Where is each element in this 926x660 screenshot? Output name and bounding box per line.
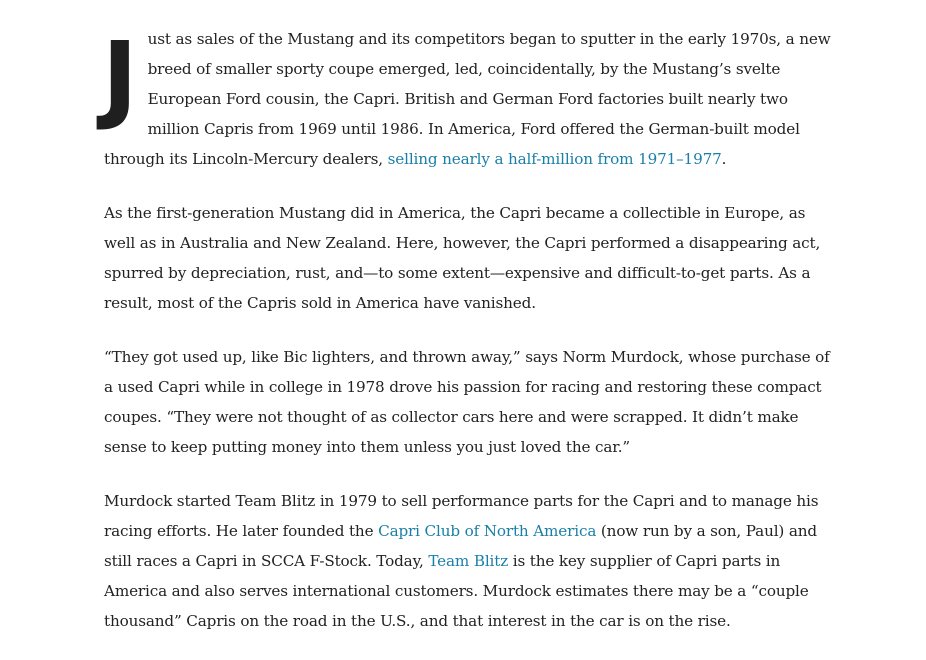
paragraph-1-text: ust as sales of the Mustang and its competitors began to sputter in the early 1970s, a new breed of smaller sporty coupe emerged, led, coincidentally, by the Mustang’s svelte European Ford cousin, the Capri. British and German Ford factories built nearly two million Capris from 1969 until 1986. In America, Ford offered the German-built model through its Lincoln-Mercury dealers, — [104, 30, 831, 168]
drop-cap: J — [102, 21, 138, 133]
paragraph-3 — [104, 342, 840, 462]
paragraph-4-text-1: Murdock started Team Blitz in 1979 to sell performance parts for the Capri and to manage his racing efforts. He later founded the — [104, 492, 819, 540]
paragraph-2-text: As the first-generation Mustang did in America, the Capri became a collectible in Europe, as well as in Australia and New Zealand. Here, however, the Capri performed a disappearing act, spurred by depreciation, rust, and—to some extent—expensive and difficult-to-get parts. As a result, most of the Capris sold in America have vanished. — [104, 204, 821, 312]
capri-club-link[interactable]: Capri Club of North America — [378, 522, 597, 540]
paragraph-1 — [102, 21, 840, 174]
paragraph-1-end: . — [721, 150, 727, 168]
article-body — [102, 21, 840, 660]
paragraph-4 — [104, 486, 840, 636]
paragraph-4-text-3: is the key supplier of Capri parts in America and also serves international customers. Murdock estimates there may be a “couple thousand” Capris on the road in the U.S., and that interest in the car is on the rise. — [104, 552, 809, 630]
paragraph-3-text: “They got used up, like Bic lighters, and thrown away,” says Norm Murdock, whose purchase of a used Capri while in college in 1978 drove his passion for racing and restoring these compact coupes. “They were not thought of as collector cars here and were scrapped. It didn’t make sense to keep putting money into them unless you just loved the car.” — [104, 348, 830, 456]
paragraph-2 — [104, 198, 840, 318]
team-blitz-link[interactable]: Team Blitz — [428, 552, 509, 570]
paragraph-4-text-2: (now run by a son, Paul) and still races a Capri in SCCA F-Stock. Today, — [104, 522, 817, 570]
selling-half-million-link[interactable]: selling nearly a half-million from 1971–1977 — [387, 150, 722, 168]
